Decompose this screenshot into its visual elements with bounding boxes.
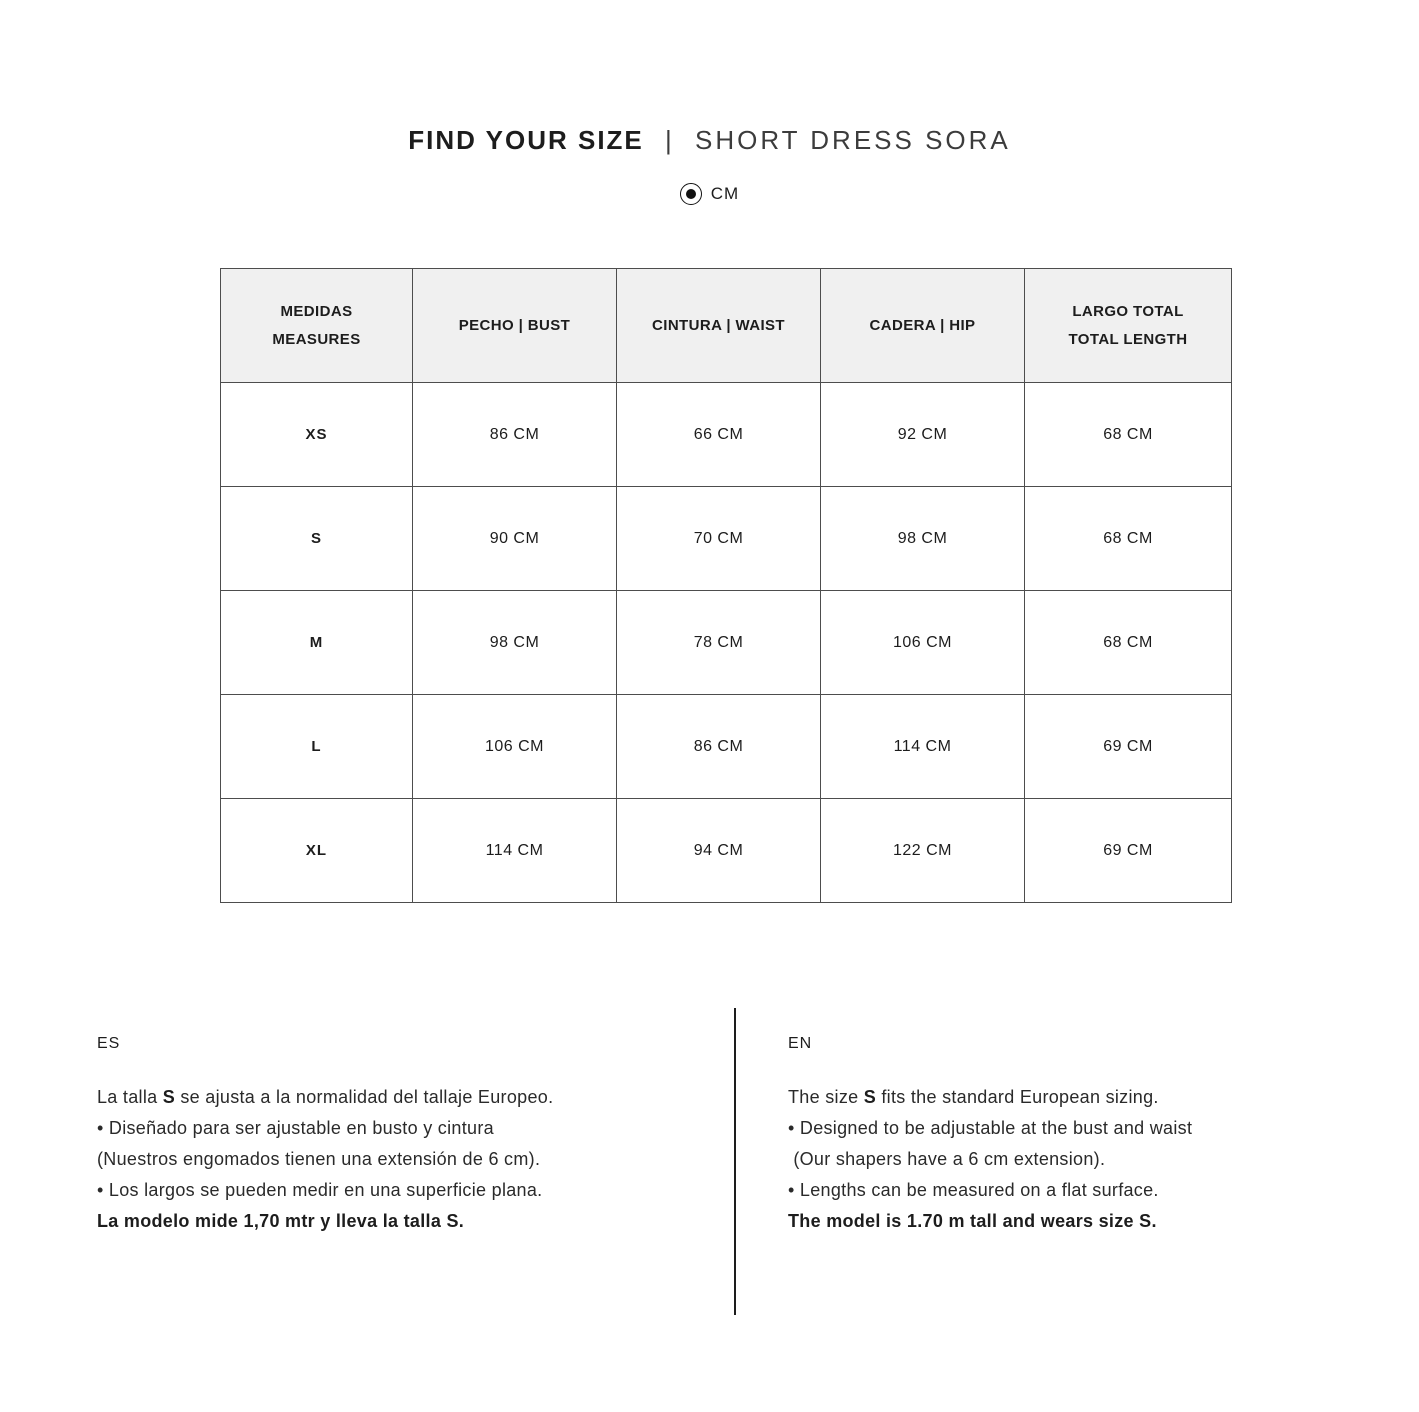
bust-cell: 90 CM bbox=[413, 487, 617, 591]
notes-en-line4: • Lengths can be measured on a flat surface. bbox=[788, 1180, 1159, 1200]
notes-en bbox=[788, 1035, 1388, 1237]
waist-cell: 94 CM bbox=[617, 799, 821, 903]
notes-es-line1-pre: La talla bbox=[97, 1087, 163, 1107]
size-cell: M bbox=[221, 591, 413, 695]
total-length-cell: 69 CM bbox=[1025, 695, 1232, 799]
hip-cell: 98 CM bbox=[821, 487, 1025, 591]
page-title bbox=[0, 124, 1419, 156]
size-cell: XL bbox=[221, 799, 413, 903]
header-bust bbox=[413, 269, 617, 383]
header-measures bbox=[221, 269, 413, 383]
table-row-xl bbox=[221, 799, 1232, 903]
total-length-cell: 68 CM bbox=[1025, 487, 1232, 591]
title-product-name: SHORT DRESS SORA bbox=[695, 125, 1011, 155]
header-measures-line2: MEASURES bbox=[272, 330, 361, 348]
size-cell: S bbox=[221, 487, 413, 591]
header-hip bbox=[821, 269, 1025, 383]
bust-cell: 106 CM bbox=[413, 695, 617, 799]
header-total-length-line2: TOTAL LENGTH bbox=[1068, 330, 1188, 348]
total-length-cell: 68 CM bbox=[1025, 591, 1232, 695]
cm-radio-label[interactable]: CM bbox=[710, 184, 740, 203]
bust-cell: 98 CM bbox=[413, 591, 617, 695]
notes-es-line5: La modelo mide 1,70 mtr y lleva la talla S. bbox=[97, 1211, 465, 1231]
hip-cell: 114 CM bbox=[821, 695, 1025, 799]
notes-en-line1-pre: The size bbox=[788, 1087, 864, 1107]
header-waist-line1: CINTURA | WAIST bbox=[652, 316, 785, 334]
bust-cell: 86 CM bbox=[413, 383, 617, 487]
notes-en-line1 bbox=[788, 1082, 1388, 1113]
header-bust-line1: PECHO | BUST bbox=[458, 316, 571, 334]
notes-es-label: ES bbox=[97, 1035, 121, 1052]
table-row-xs bbox=[221, 383, 1232, 487]
notes-es-line1-post: se ajusta a la normalidad del tallaje Europeo. bbox=[175, 1087, 554, 1107]
notes-section bbox=[0, 1008, 1419, 1315]
waist-cell: 66 CM bbox=[617, 383, 821, 487]
notes-en-line5: The model is 1.70 m tall and wears size S. bbox=[788, 1211, 1157, 1231]
header-total-length bbox=[1025, 269, 1232, 383]
notes-en-line1-bold: S bbox=[863, 1087, 877, 1107]
hip-cell: 122 CM bbox=[821, 799, 1025, 903]
waist-cell: 70 CM bbox=[617, 487, 821, 591]
title-find-your-size: FIND YOUR SIZE bbox=[408, 125, 644, 155]
notes-es-line1 bbox=[97, 1082, 707, 1113]
table-row-s bbox=[221, 487, 1232, 591]
notes-en-line3: (Our shapers have a 6 cm extension). bbox=[788, 1149, 1106, 1169]
notes-es-line2: • Diseñado para ser ajustable en busto y cintura bbox=[97, 1118, 494, 1138]
waist-cell: 78 CM bbox=[617, 591, 821, 695]
notes-es-line3: (Nuestros engomados tienen una extensión de 6 cm). bbox=[97, 1149, 541, 1169]
header-waist bbox=[617, 269, 821, 383]
table-header-row bbox=[221, 269, 1232, 383]
cm-radio-button[interactable] bbox=[680, 183, 702, 205]
hip-cell: 92 CM bbox=[821, 383, 1025, 487]
notes-es-line4: • Los largos se pueden medir en una superficie plana. bbox=[97, 1180, 543, 1200]
radio-selected-dot-icon bbox=[686, 189, 696, 199]
total-length-cell: 68 CM bbox=[1025, 383, 1232, 487]
notes-en-line1-post: fits the standard European sizing. bbox=[876, 1087, 1159, 1107]
bust-cell: 114 CM bbox=[413, 799, 617, 903]
total-length-cell: 69 CM bbox=[1025, 799, 1232, 903]
notes-vertical-divider bbox=[734, 1008, 736, 1315]
size-cell: L bbox=[221, 695, 413, 799]
notes-es-line1-bold: S bbox=[162, 1087, 176, 1107]
size-table bbox=[220, 268, 1232, 903]
header-measures-line1: MEDIDAS bbox=[280, 302, 353, 320]
header-total-length-line1: LARGO TOTAL bbox=[1072, 302, 1184, 320]
waist-cell: 86 CM bbox=[617, 695, 821, 799]
unit-selector bbox=[0, 183, 1419, 205]
header-hip-line1: CADERA | HIP bbox=[869, 316, 976, 334]
size-cell: XS bbox=[221, 383, 413, 487]
hip-cell: 106 CM bbox=[821, 591, 1025, 695]
notes-en-label: EN bbox=[788, 1035, 813, 1052]
table-row-m bbox=[221, 591, 1232, 695]
notes-es bbox=[97, 1035, 707, 1237]
table-row-l bbox=[221, 695, 1232, 799]
title-separator: | bbox=[665, 125, 674, 155]
notes-en-line2: • Designed to be adjustable at the bust and waist bbox=[788, 1118, 1193, 1138]
